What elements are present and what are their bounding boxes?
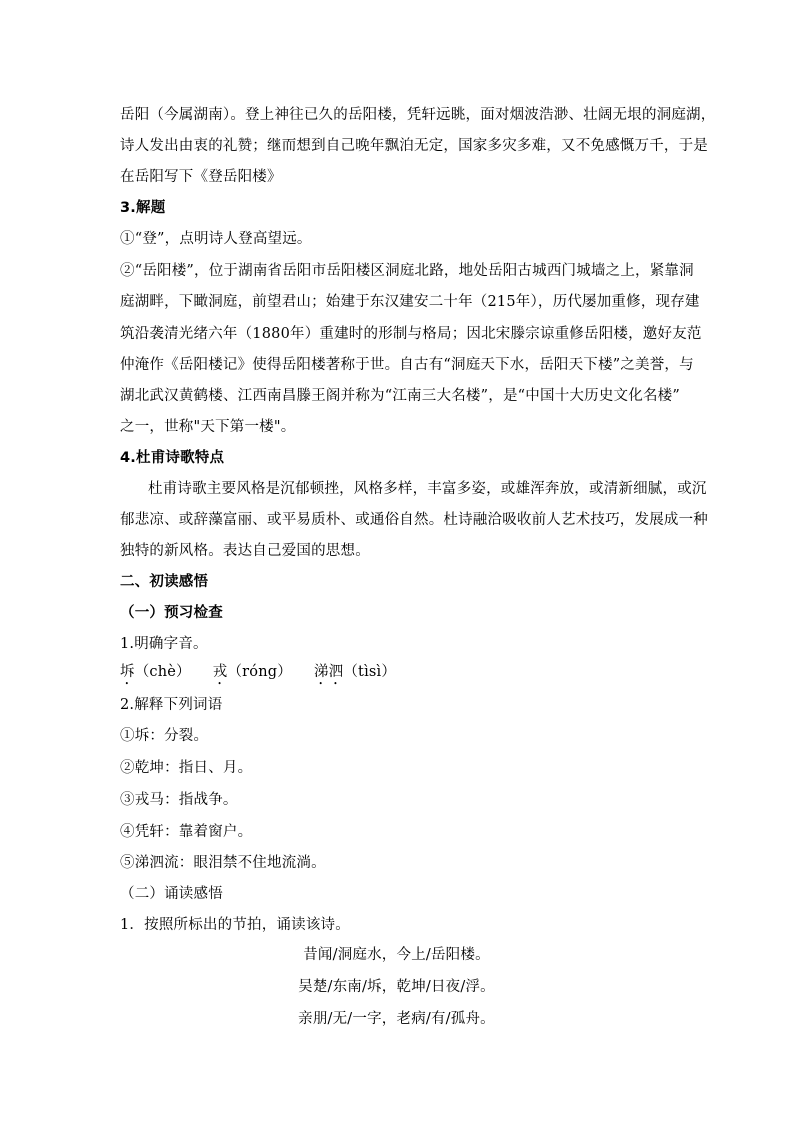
section-4-heading: 4.杜甫诗歌特点: [120, 450, 225, 466]
definitions-question: 2.解释下列词语: [120, 697, 223, 713]
definition-item: ②乾坤：指日、月。: [120, 760, 253, 776]
section-3-item-1: ①“登”，点明诗人登高望远。: [120, 231, 312, 247]
pronunciation-char: 戎: [212, 664, 228, 680]
definition-item: ⑤涕泗流：眼泪禁不住地流淌。: [120, 855, 326, 871]
intro-line-2: 诗人发出由衷的礼赞；继而想到自己晚年飘泊无定，国家多灾多难，又不免感慨万千，于是: [120, 138, 708, 154]
part-2-heading: 二、初读感悟: [120, 574, 209, 590]
section-3-item-2-line-2: 庭湖畔，下瞰洞庭，前望君山；始建于东汉建安二十年（215年），历代屡加重修，现存建: [120, 294, 700, 310]
intro-line-3: 在岳阳写下《登岳阳楼》: [120, 169, 282, 185]
section-4-line-1: 杜甫诗歌主要风格是沉郁顿挫，风格多样，丰富多姿，或雄浑奔放，或清新细腻，或沉: [148, 481, 707, 497]
section-3-item-2-line-5: 湖北武汉黄鹤楼、江西南昌滕王阁并称为“江南三大名楼”，是“中国十大历史文化名楼”: [120, 388, 680, 404]
pronunciation-char: 涕泗: [313, 664, 344, 680]
section-3-item-2-line-4: 仲淹作《岳阳楼记》使得岳阳楼著称于世。自古有“洞庭天下水，岳阳天下楼”之美誉，与: [120, 357, 694, 373]
pronunciation-char: 坼: [120, 664, 135, 680]
intro-line-1: 岳阳（今属湖南）。登上神往已久的岳阳楼，凭轩远眺，面对烟波浩渺、壮阔无垠的洞庭湖，: [120, 107, 716, 123]
definition-item: ④凭轩：靠着窗户。: [120, 824, 253, 840]
section-3-item-2-line-6: 之一，世称"天下第一楼"。: [120, 419, 296, 435]
poem-line: 吴楚/东南/坼，乾坤/日夜/浮。: [298, 979, 495, 995]
pronunciation-pinyin: （chè）: [134, 664, 191, 680]
preview-check-heading: （一）预习检查: [120, 605, 223, 621]
pronunciation-pinyin: （tìsì）: [343, 664, 397, 680]
definition-item: ③戎马：指战争。: [120, 792, 238, 808]
section-3-heading: 3.解题: [120, 200, 166, 216]
definition-item: ①坼：分裂。: [120, 728, 209, 744]
section-4-line-3: 独特的新风格。表达自己爱国的思想。: [120, 543, 370, 559]
pronunciation-question: 1.明确字音。: [120, 636, 208, 652]
section-3-item-2-line-3: 筑沿袭清光绪六年（1880年）重建时的形制与格局；因北宋滕宗谅重修岳阳楼，邀好友范: [120, 326, 702, 342]
section-3-item-2-line-1: ②“岳阳楼”，位于湖南省岳阳市岳阳楼区洞庭北路，地处岳阳古城西门城墙之上，紧靠洞: [120, 263, 694, 279]
poem-line: 昔闻/洞庭水，今上/岳阳楼。: [303, 947, 490, 963]
section-4-line-2: 郁悲凉、或辞藻富丽、或平易质朴、或通俗自然。杜诗融洽吸收前人艺术技巧，发展成一种: [120, 512, 708, 528]
recitation-heading: （二）诵读感悟: [120, 886, 223, 902]
pronunciation-pinyin: （róng）: [227, 664, 292, 680]
reading-instruction: 1．按照所标出的节拍，诵读该诗。: [120, 917, 350, 933]
poem-line: 亲朋/无/一字，老病/有/孤舟。: [298, 1011, 495, 1027]
pronunciation-row: [120, 662, 680, 688]
